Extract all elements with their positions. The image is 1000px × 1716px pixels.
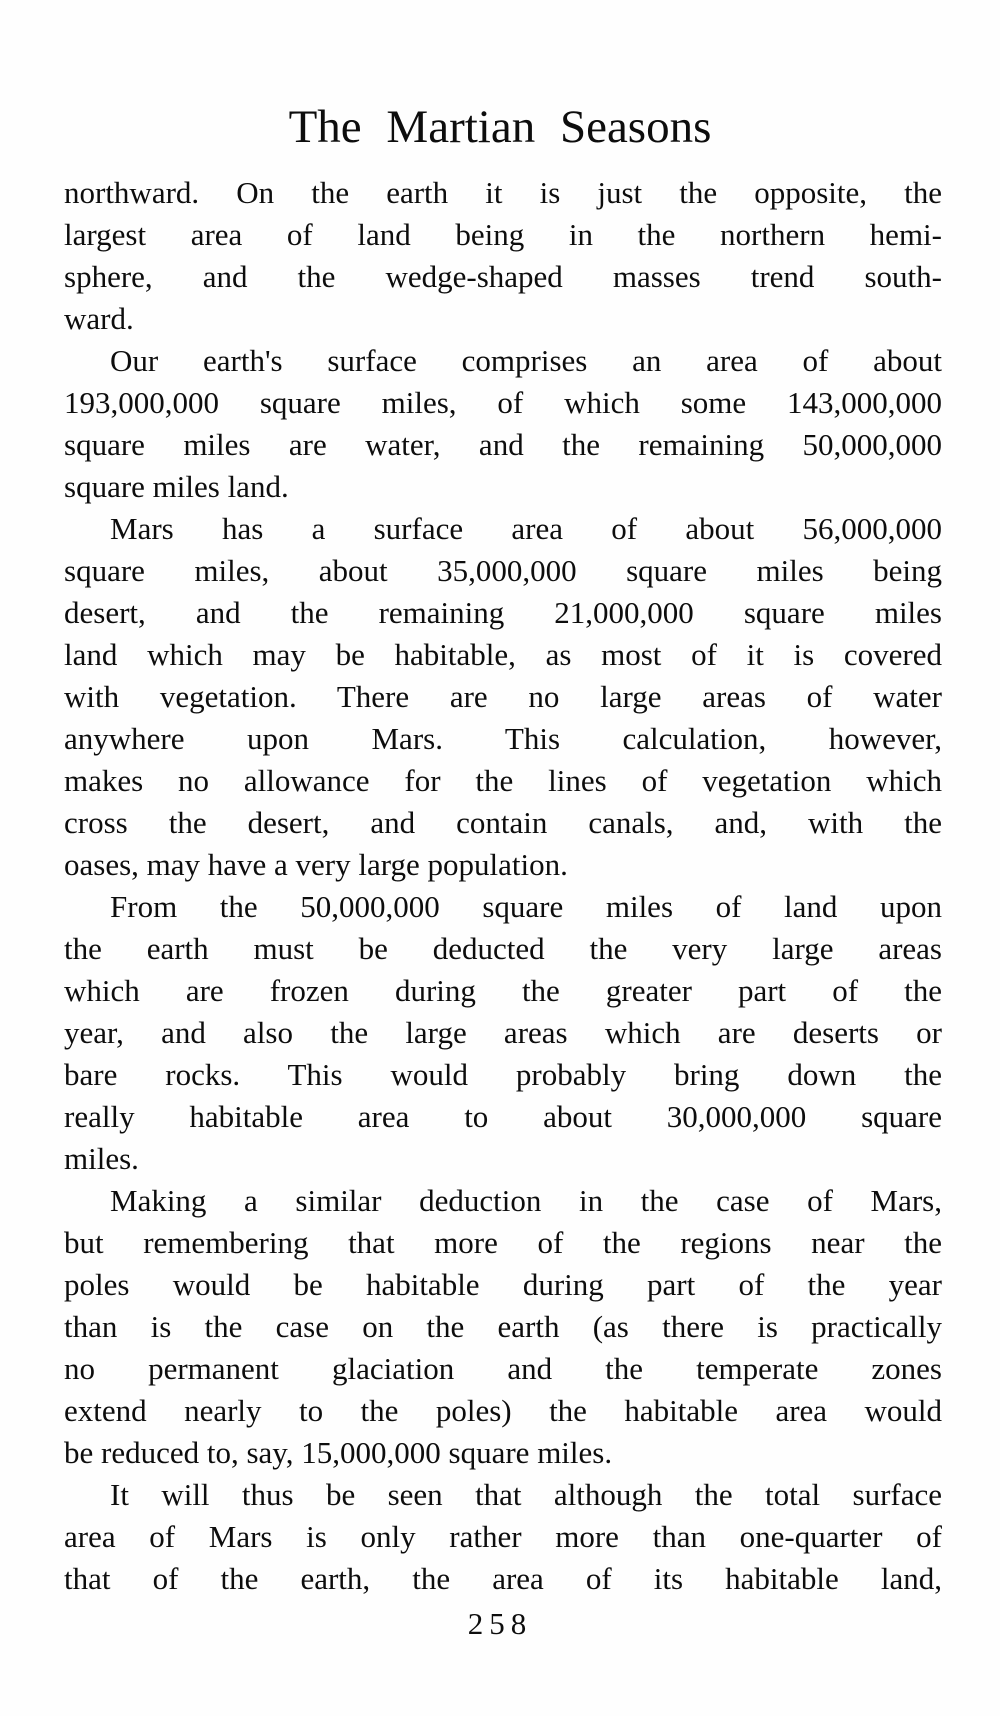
text-body [64,172,942,1600]
text-line: sphere, and the wedge-shaped masses trend south- [64,259,942,294]
text-line: that of the earth, the area of its habitable land, [64,1561,942,1596]
text-line: square miles, about 35,000,000 square miles being [64,553,942,588]
text-line: poles would be habitable during part of the year [64,1267,942,1302]
text-line: makes no allowance for the lines of vegetation which [64,763,942,798]
text-line: ward. [64,301,134,336]
text-line: Our earth's surface comprises an area of about [110,343,942,378]
text-line: extend nearly to the poles) the habitable area would [64,1393,942,1428]
text-line: land which may be habitable, as most of it is covered [64,637,942,672]
text-line: be reduced to, say, 15,000,000 square miles. [64,1435,613,1470]
text-line: From the 50,000,000 square miles of land upon [110,889,942,924]
text-line: bare rocks. This would probably bring down the [64,1057,942,1092]
text-line: with vegetation. There are no large areas of water [64,679,942,714]
text-line: but remembering that more of the regions near the [64,1225,942,1260]
text-line: miles. [64,1141,139,1176]
text-line: square miles land. [64,469,289,504]
text-line: really habitable area to about 30,000,000 square [64,1099,942,1134]
page-title: The Martian Seasons [288,101,712,153]
text-line: northward. On the earth it is just the opposite, the [64,175,942,210]
text-line: area of Mars is only rather more than one-quarter of [64,1519,942,1554]
text-line: 193,000,000 square miles, of which some 143,000,000 [64,385,942,420]
text-line: It will thus be seen that although the total surface [110,1477,942,1512]
text-line: than is the case on the earth (as there is practically [64,1309,942,1344]
text-line: oases, may have a very large population. [64,847,568,882]
text-line: square miles are water, and the remaining 50,000,000 [64,427,942,462]
text-line: year, and also the large areas which are deserts or [64,1015,942,1050]
text-line: desert, and the remaining 21,000,000 square miles [64,595,942,630]
text-line: Mars has a surface area of about 56,000,000 [110,511,942,546]
text-line: which are frozen during the greater part of the [64,973,942,1008]
text-line: anywhere upon Mars. This calculation, however, [64,721,942,756]
text-line: largest area of land being in the northern hemi- [64,217,942,252]
page-number: 258 [467,1606,533,1641]
text-line: the earth must be deducted the very large areas [64,931,942,966]
text-line: no permanent glaciation and the temperate zones [64,1351,942,1386]
text-line: Making a similar deduction in the case of Mars, [110,1183,942,1218]
text-line: cross the desert, and contain canals, and, with the [64,805,942,840]
